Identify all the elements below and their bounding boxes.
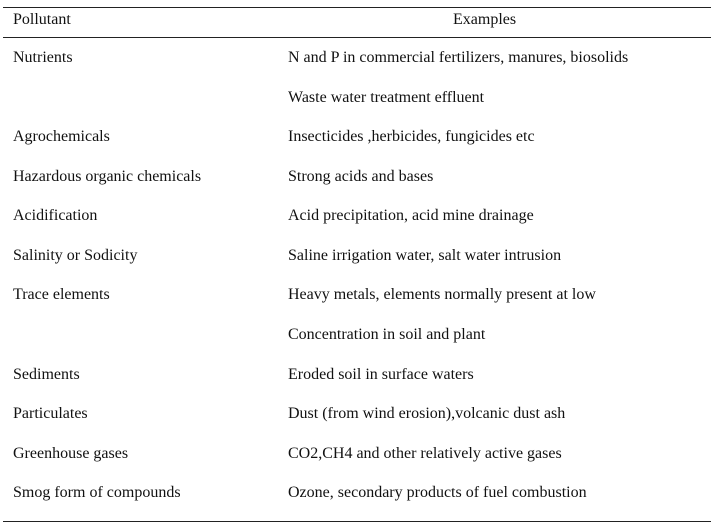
row-example: Strong acids and bases [288, 168, 434, 185]
row-pollutant: Agrochemicals [13, 128, 110, 145]
row-pollutant: Sediments [13, 366, 80, 383]
row-example: Dust (from wind erosion),volcanic dust ash [288, 405, 566, 422]
row-pollutant: Particulates [13, 405, 88, 422]
header-examples: Examples [453, 11, 517, 28]
row-example: Acid precipitation, acid mine drainage [288, 207, 534, 224]
row-example: Eroded soil in surface waters [288, 366, 474, 383]
row-pollutant: Greenhouse gases [13, 445, 129, 462]
row-example: Heavy metals, elements normally present at low [288, 286, 596, 303]
pollutant-table [3, 7, 711, 522]
row-example: N and P in commercial fertilizers, manures, biosolids [288, 49, 629, 66]
row-pollutant: Nutrients [13, 49, 73, 66]
row-example: Saline irrigation water, salt water intrusion [288, 247, 562, 264]
row-example: Insecticides ,herbicides, fungicides etc [288, 128, 535, 145]
row-example: CO2,CH4 and other relatively active gases [288, 445, 562, 462]
row-pollutant: Trace elements [13, 286, 110, 303]
header-divider [3, 37, 711, 38]
row-pollutant: Acidification [13, 207, 98, 224]
row-pollutant: Hazardous organic chemicals [13, 168, 202, 185]
row-example: Waste water treatment effluent [288, 89, 485, 106]
row-pollutant: Smog form of compounds [13, 484, 181, 501]
header-pollutant: Pollutant [13, 11, 71, 28]
row-example: Concentration in soil and plant [288, 326, 486, 343]
row-example: Ozone, secondary products of fuel combustion [288, 484, 587, 501]
row-pollutant: Salinity or Sodicity [13, 247, 138, 264]
